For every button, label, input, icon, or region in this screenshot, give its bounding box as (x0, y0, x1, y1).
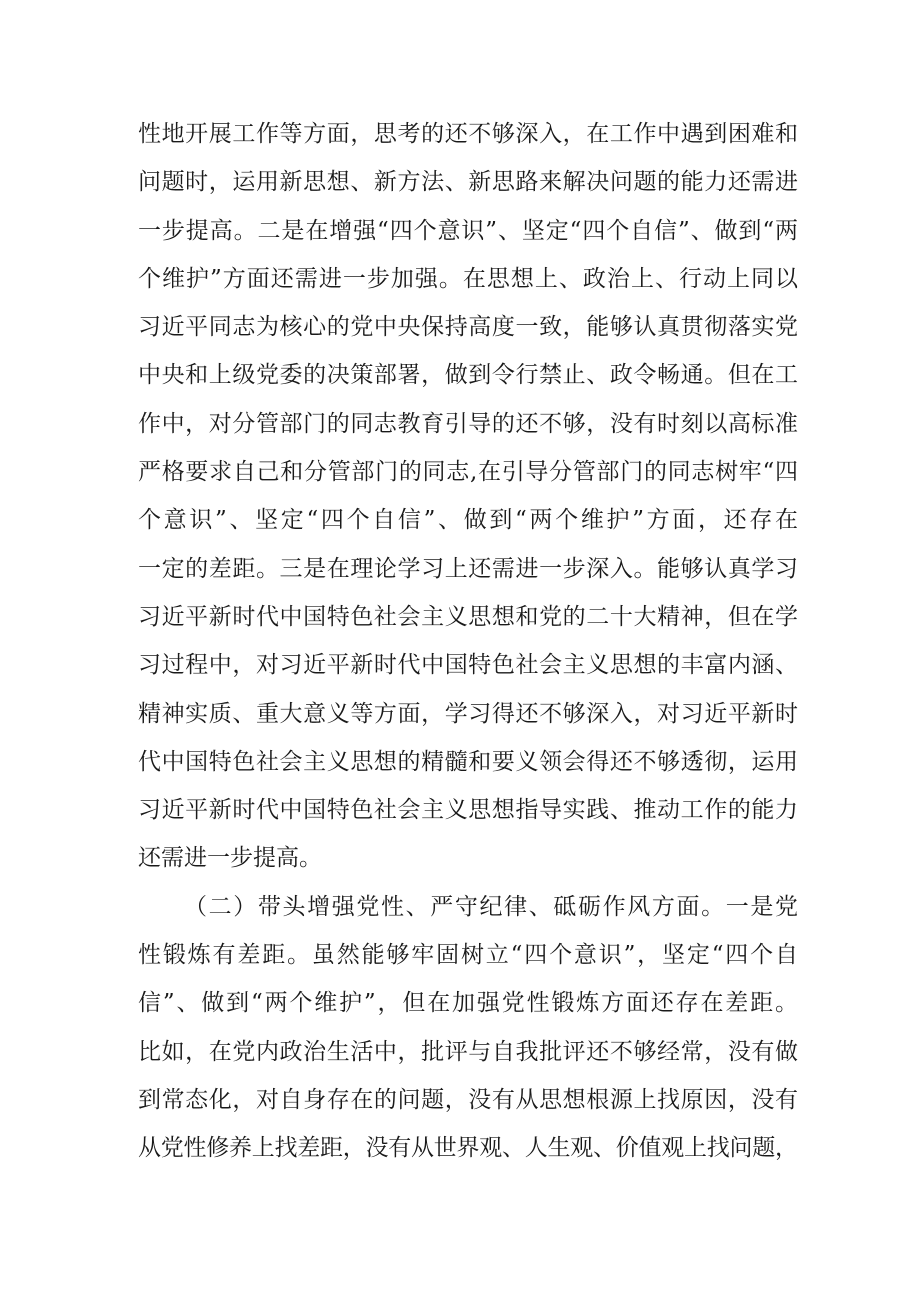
text-line: 习近平新时代中国特色社会主义思想指导实践、推动工作的能力 (138, 797, 799, 824)
text-line: 信”、做到“两个维护”，但在加强党性锻炼方面还存在差距。 (138, 990, 800, 1017)
text-line: 代中国特色社会主义思想的精髓和要义领会得还不够透彻，运用 (138, 748, 799, 775)
text-line: 习过程中，对习近平新时代中国特色社会主义思想的丰富内涵、 (138, 652, 799, 679)
text-line: 习近平同志为核心的党中央保持高度一致，能够认真贯彻落实党 (138, 314, 799, 341)
text-line: 精神实质、重大意义等方面，学习得还不够深入，对习近平新时 (138, 700, 799, 727)
text-line: 性地开展工作等方面，思考的还不够深入，在工作中遇到困难和 (138, 121, 799, 147)
paragraph-end-line: 还需进一步提高。 (138, 845, 322, 872)
text-line: 作中，对分管部门的同志教育引导的还不够，没有时刻以高标准 (138, 410, 799, 437)
text-line: 性锻炼有差距。虽然能够牢固树立“四个意识”，坚定“四个自 (138, 942, 800, 969)
text-line: 习近平新时代中国特色社会主义思想和党的二十大精神，但在学 (138, 603, 799, 630)
text-line: 一步提高。二是在增强“四个意识”、坚定“四个自信”、做到“两 (138, 217, 799, 244)
body-text (138, 110, 801, 1173)
text-line: 到常态化，对自身存在的问题，没有从思想根源上找原因，没有 (138, 1086, 799, 1113)
text-line: 个意识”、坚定“四个自信”、做到“两个维护”方面，还存在 (138, 507, 801, 534)
text-line: 问题时，运用新思想、新方法、新思路来解决问题的能力还需进 (138, 169, 799, 196)
text-line: 比如，在党内政治生活中，批评与自我批评还不够经常，没有做 (138, 1038, 799, 1065)
text-line: 个维护”方面还需进一步加强。在思想上、政治上、行动上同以 (138, 265, 800, 292)
text-line: 一定的差距。三是在理论学习上还需进一步深入。能够认真学习 (138, 555, 799, 582)
text-line: 严格要求自己和分管部门的同志,在引导分管部门的同志树牢“四 (138, 459, 799, 486)
text-line: 从党性修养上找差距，没有从世界观、人生观、价值观上找问题， (138, 1135, 798, 1162)
section-heading-line: （二）带头增强党性、严守纪律、砥砺作风方面。一是党 (184, 893, 800, 920)
text-line: 中央和上级党委的决策部署，做到令行禁止、政令畅通。但在工 (138, 362, 799, 389)
